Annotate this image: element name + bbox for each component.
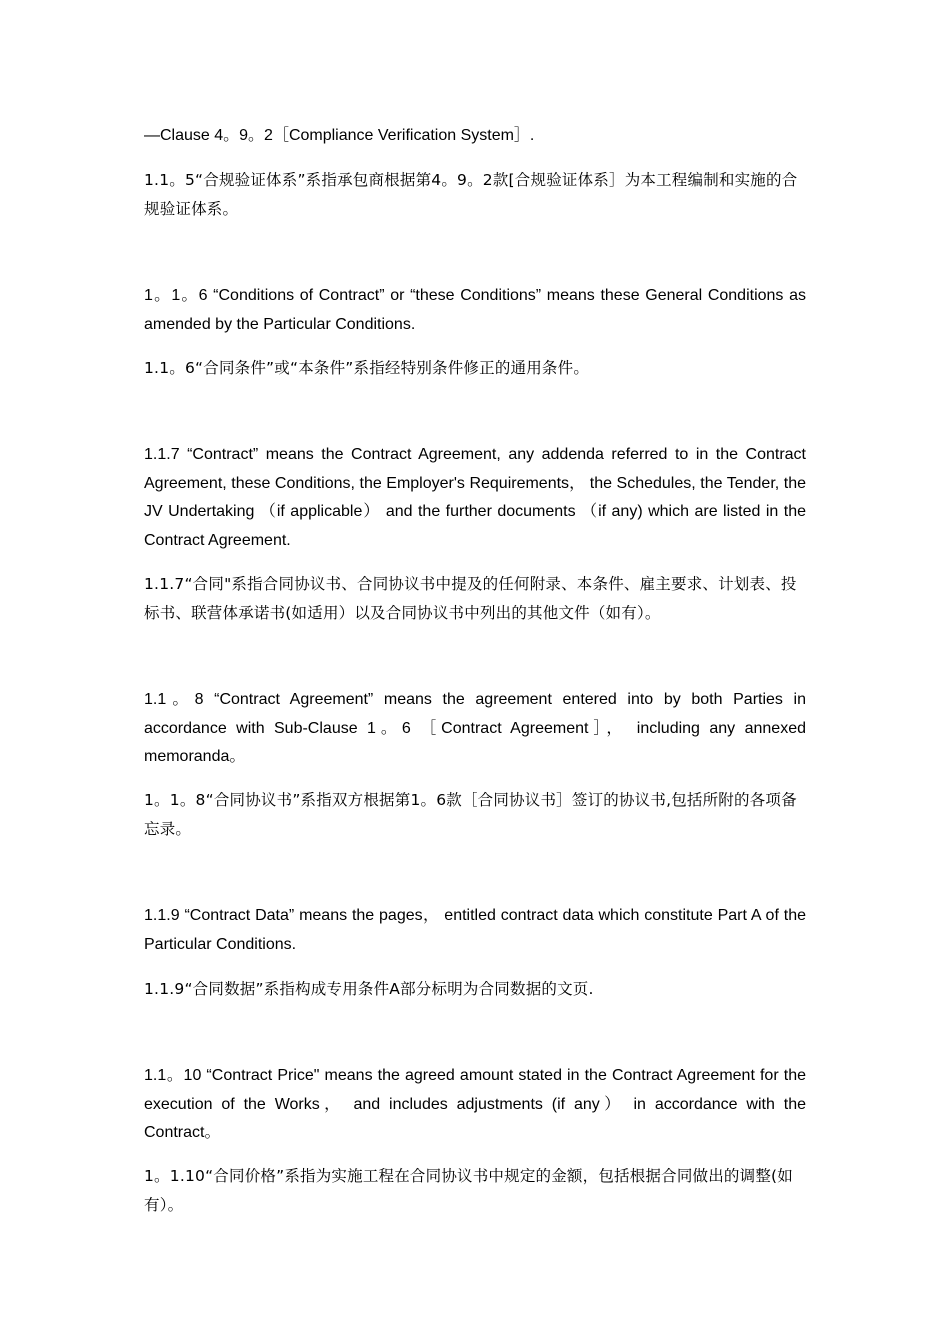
- definition-1-1-5-chinese: 1.1。5“合规验证体系”系指承包商根据第4。9。2款[合规验证体系］为本工程编制和实施的合规验证体系。: [144, 171, 798, 218]
- definition-1-1-9-english: 1.1.9 “Contract Data” means the pages， entitled contract data which constitute Part A of the Particular Conditions.: [144, 907, 806, 953]
- definition-1-1-7-english: 1.1.7 “Contract” means the Contract Agreement, any addenda referred to in the Contract Agreement, these Conditions, the Employer's Requirements， the Schedules, the Tender, the JV Undertaking （if applicable） and the further documents （if any) which are listed in the Contract Agreement.: [144, 446, 806, 549]
- definition-1-1-7-chinese: 1.1.7“合同"系指合同协议书、合同协议书中提及的任何附录、本条件、雇主要求、计划表、投标书、联营体承诺书(如适用）以及合同协议书中列出的其他文件（如有）。: [144, 575, 797, 622]
- definition-1-1-10-chinese: 1。1.10“合同价格”系指为实施工程在合同协议书中规定的金额，包括根据合同做出的调整(如有）。: [144, 1167, 793, 1214]
- definition-1-1-8-chinese: 1。1。8“合同协议书”系指双方根据第1。6款［合同协议书］签订的协议书,包括所附的各项备忘录。: [144, 791, 797, 838]
- definition-1-1-10-english: 1.1。10 “Contract Price" means the agreed amount stated in the Contract Agreement for the execution of the Works， and includes adjustments (if any） in accordance with the Contract。: [144, 1067, 806, 1141]
- definition-1-1-6-chinese: 1.1。6“合同条件”或“本条件”系指经特别条件修正的通用条件。: [144, 359, 590, 377]
- definition-1-1-9-chinese: 1.1.9“合同数据”系指构成专用条件A部分标明为合同数据的文页.: [144, 980, 594, 998]
- clause-reference-line: —Clause 4。9。2［Compliance Verification System］.: [144, 127, 535, 144]
- definition-1-1-6-english: 1。1。6 “Conditions of Contract” or “these Conditions” means these General Conditions as amended by the Particular Conditions.: [144, 287, 806, 333]
- definition-1-1-8-english: 1.1。8 “Contract Agreement” means the agreement entered into by both Parties in accordance with Sub-Clause 1。6 ［Contract Agreement］， including any annexed memoranda。: [144, 691, 807, 765]
